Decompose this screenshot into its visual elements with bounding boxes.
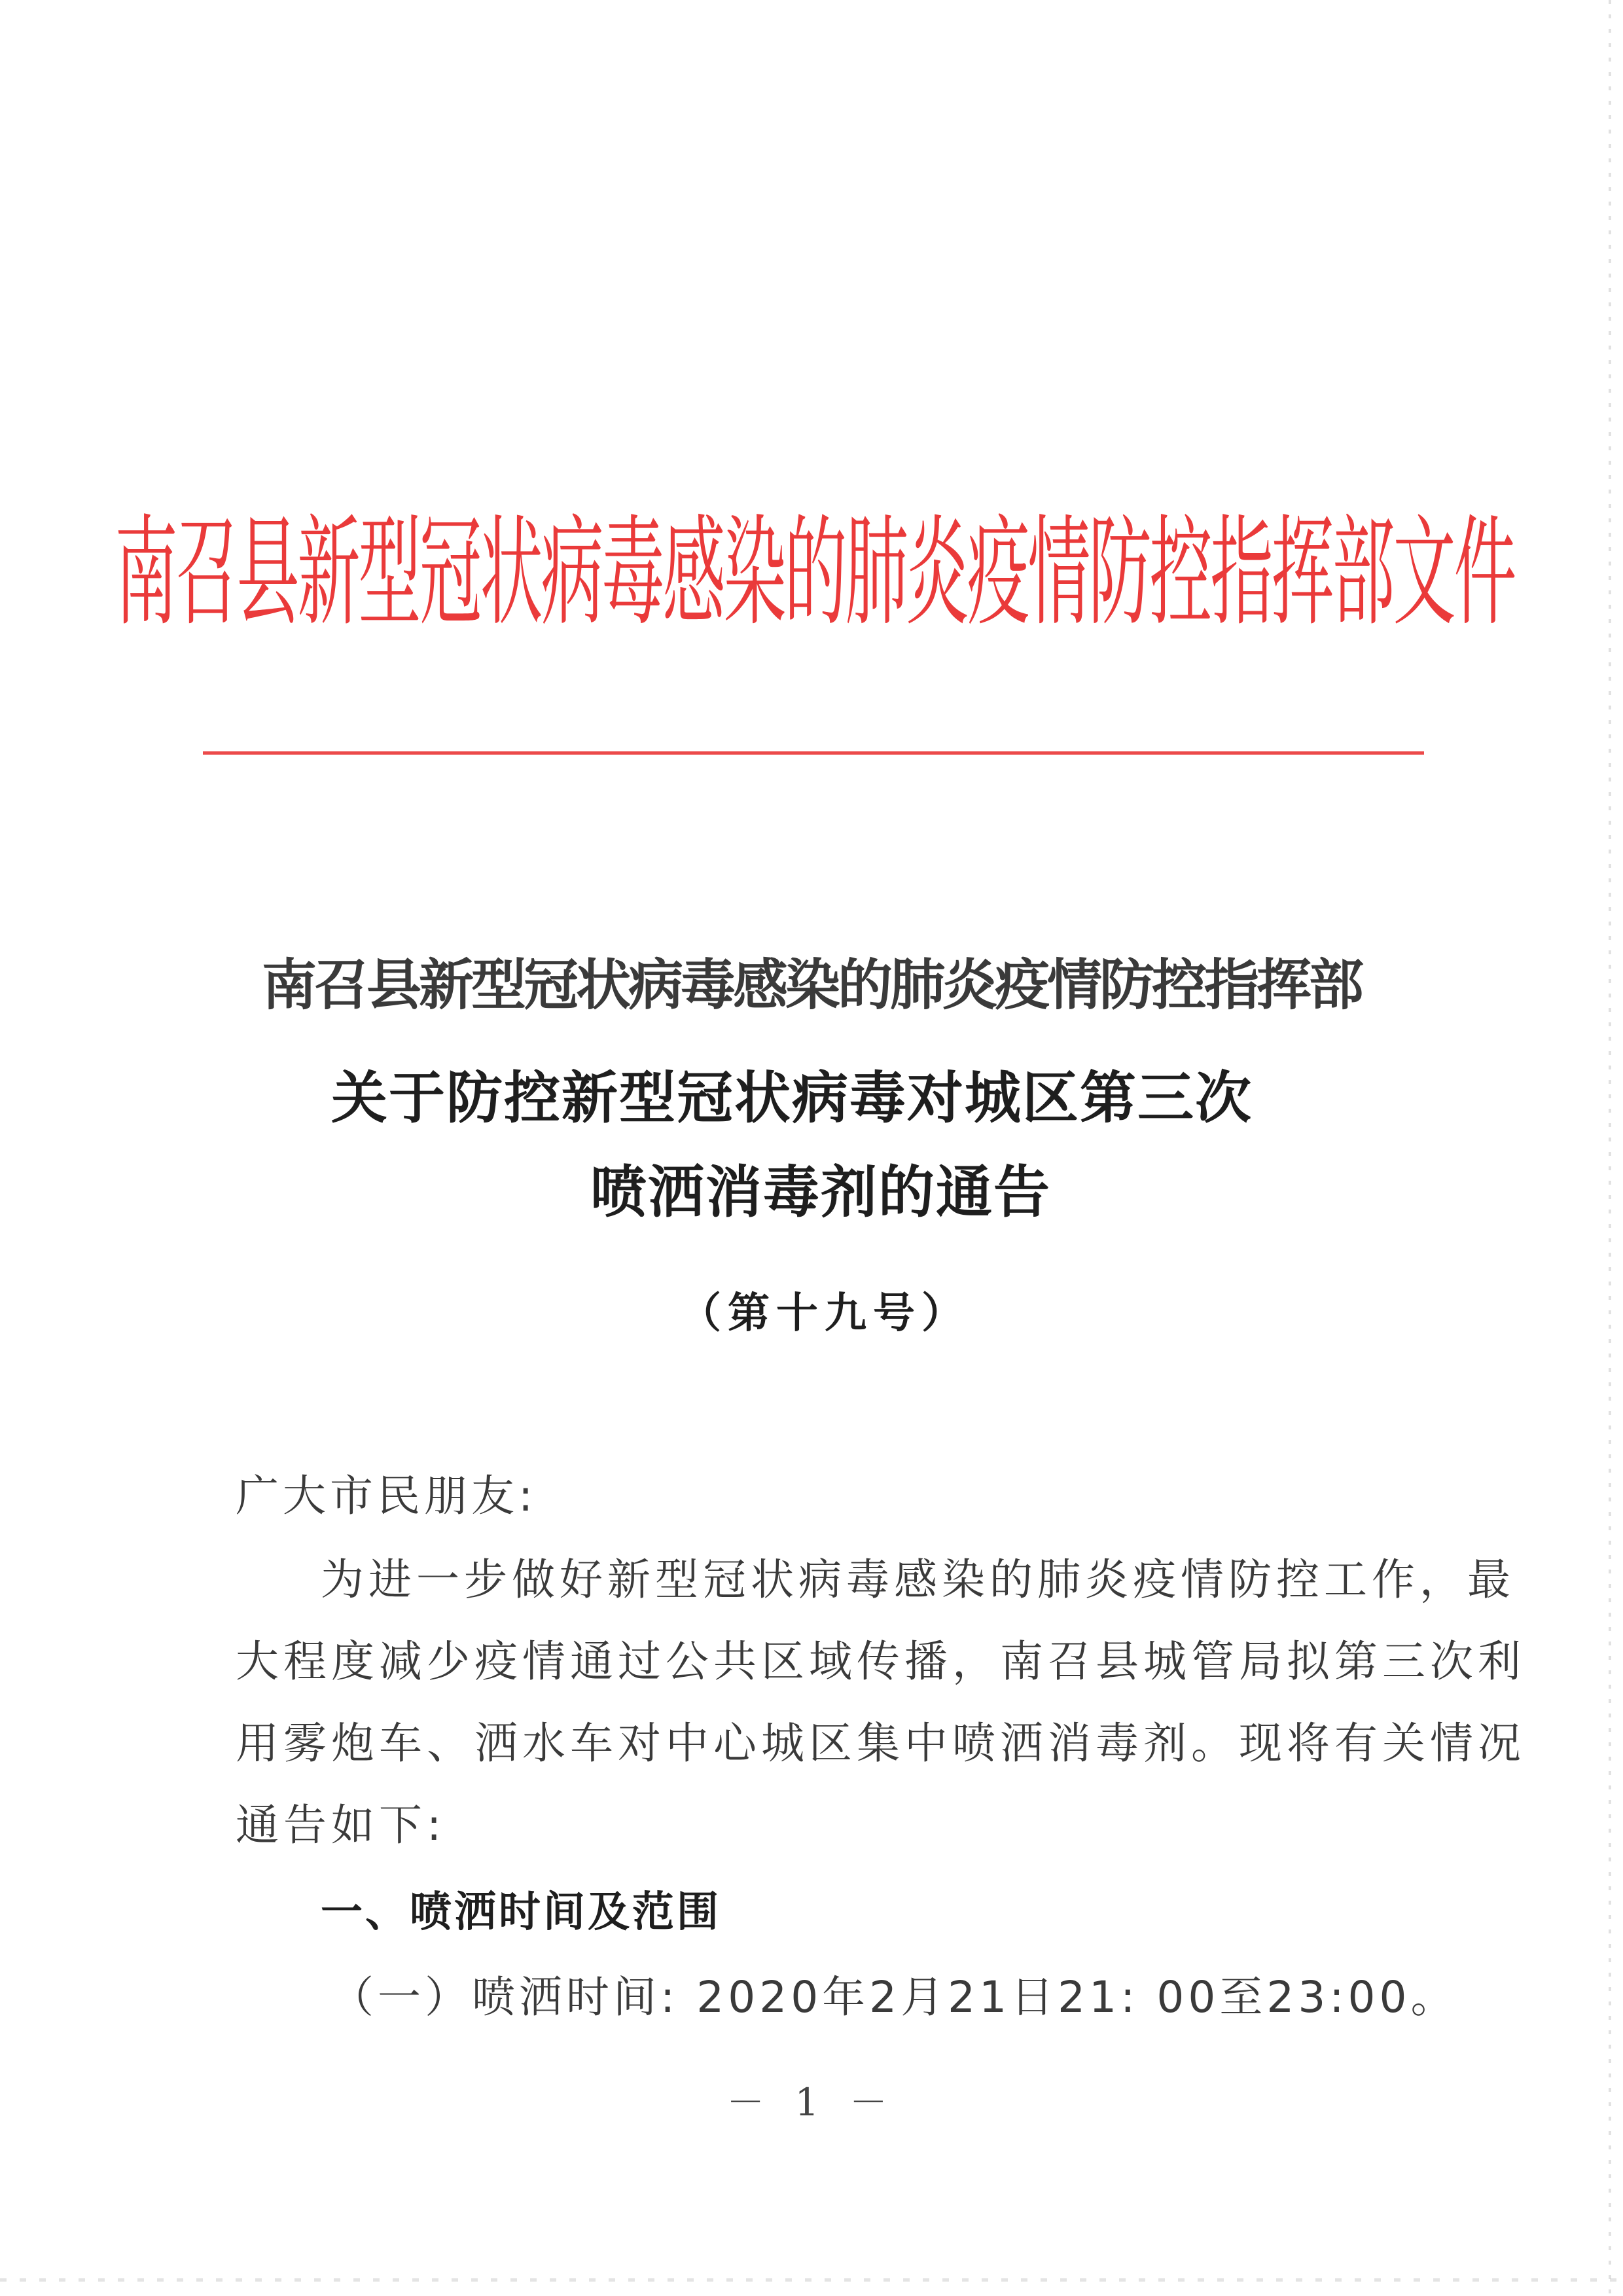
salutation: 广大市民朋友:: [236, 1471, 537, 1521]
document-number: （第十九号）: [679, 1289, 970, 1338]
schedule-item: （一）喷洒时间: 2020年2月21日21: 00至23:00。: [330, 1972, 1458, 2022]
paragraph-line: 用雾炮车、洒水车对中心城区集中喷洒消毒剂。现将有关情况: [236, 1718, 1525, 1768]
notice-title-line-2: 喷洒消毒剂的通告: [590, 1159, 1051, 1225]
issuer-title: 南召县新型冠状病毒感染的肺炎疫情防控指挥部: [261, 952, 1361, 1017]
section-heading: 一、喷洒时间及范围: [321, 1888, 721, 1937]
scan-edge-bottom: [0, 2278, 1623, 2282]
notice-title-line-1: 关于防控新型冠状病毒对城区第三次: [331, 1065, 1253, 1131]
paragraph-line: 大程度减少疫情通过公共区域传播，南召县城管局拟第三次利: [236, 1636, 1525, 1687]
paragraph-line: 通告如下:: [236, 1800, 446, 1850]
paragraph-line: 为进一步做好新型冠状病毒感染的肺炎疫情防控工作，最: [321, 1554, 1515, 1605]
red-divider-rule: [203, 751, 1424, 755]
page-number: － 1 －: [726, 2080, 897, 2125]
red-header-title: 南召县新型冠状病毒感染的肺炎疫情防控指挥部文件: [115, 502, 1515, 642]
